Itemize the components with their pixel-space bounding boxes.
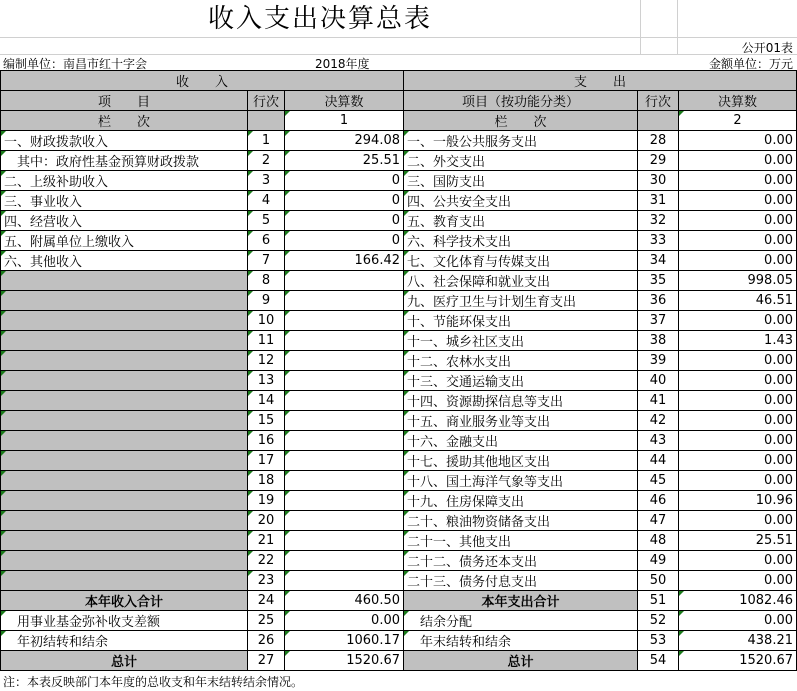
header-row-column-index bbox=[1, 111, 797, 131]
table-row bbox=[1, 191, 797, 211]
expense-item-cell[interactable]: 十五、商业服务业等支出 bbox=[404, 411, 638, 431]
expense-amount-cell[interactable]: 0.00 bbox=[679, 231, 797, 251]
expense-item-cell[interactable]: 十八、国土海洋气象等支出 bbox=[404, 471, 638, 491]
income-amount-cell[interactable] bbox=[285, 371, 404, 391]
expense-item-cell[interactable]: 六、科学技术支出 bbox=[404, 231, 638, 251]
form-number: 公开01表 bbox=[741, 41, 793, 55]
expense-rownum-cell[interactable]: 39 bbox=[638, 351, 679, 371]
income-rownum-header: 行次 bbox=[248, 91, 285, 111]
expense-amount-cell[interactable]: 0.00 bbox=[679, 171, 797, 191]
expense-rownum-cell[interactable]: 32 bbox=[638, 211, 679, 231]
income-item-cell[interactable] bbox=[1, 551, 248, 571]
income-amount-cell[interactable] bbox=[285, 531, 404, 551]
income-rownum-cell[interactable]: 18 bbox=[248, 471, 285, 491]
table-row bbox=[1, 311, 797, 331]
summary-row bbox=[1, 631, 797, 651]
expense-rownum-cell[interactable]: 48 bbox=[638, 531, 679, 551]
expense-summary-amount[interactable]: 438.21 bbox=[679, 631, 797, 651]
income-rownum-cell[interactable]: 4 bbox=[248, 191, 285, 211]
expense-summary-rownum[interactable]: 54 bbox=[638, 651, 679, 671]
grid-line bbox=[640, 0, 641, 55]
expense-amount-cell[interactable]: 0.00 bbox=[679, 131, 797, 151]
expense-amount-cell[interactable]: 10.96 bbox=[679, 491, 797, 511]
expense-amount-cell[interactable]: 0.00 bbox=[679, 151, 797, 171]
income-summary-amount[interactable]: 1520.67 bbox=[285, 651, 404, 671]
expense-item-cell[interactable]: 十二、农林水支出 bbox=[404, 351, 638, 371]
income-lanci-label: 栏 次 bbox=[1, 111, 248, 131]
income-item-cell[interactable] bbox=[1, 531, 248, 551]
expense-item-cell[interactable]: 三、国防支出 bbox=[404, 171, 638, 191]
expense-summary-amount[interactable]: 1520.67 bbox=[679, 651, 797, 671]
expense-item-cell[interactable]: 十六、金融支出 bbox=[404, 431, 638, 451]
table-row bbox=[1, 331, 797, 351]
expense-rownum-cell[interactable]: 35 bbox=[638, 271, 679, 291]
expense-amount-cell[interactable]: 0.00 bbox=[679, 551, 797, 571]
expense-summary-label[interactable]: 总计 bbox=[404, 651, 638, 671]
expense-rownum-header: 行次 bbox=[638, 91, 679, 111]
income-amount-cell[interactable] bbox=[285, 431, 404, 451]
income-item-cell[interactable]: 一、财政拨款收入 bbox=[1, 131, 248, 151]
income-item-cell[interactable] bbox=[1, 311, 248, 331]
expense-summary-amount[interactable]: 1082.46 bbox=[679, 591, 797, 611]
income-amount-cell[interactable] bbox=[285, 291, 404, 311]
income-rownum-cell[interactable]: 23 bbox=[248, 571, 285, 591]
expense-item-cell[interactable]: 十、节能环保支出 bbox=[404, 311, 638, 331]
expense-amount-cell[interactable]: 0.00 bbox=[679, 571, 797, 591]
income-amount-cell[interactable]: 294.08 bbox=[285, 131, 404, 151]
expense-rownum-cell[interactable]: 34 bbox=[638, 251, 679, 271]
expense-rownum-cell[interactable]: 38 bbox=[638, 331, 679, 351]
income-rownum-cell[interactable]: 10 bbox=[248, 311, 285, 331]
expense-amount-cell[interactable]: 0.00 bbox=[679, 471, 797, 491]
header-row-sections bbox=[1, 71, 797, 91]
table-row bbox=[1, 451, 797, 471]
income-amount-cell[interactable] bbox=[285, 571, 404, 591]
expense-rownum-cell[interactable]: 45 bbox=[638, 471, 679, 491]
expense-item-cell[interactable]: 二十、粮油物资储备支出 bbox=[404, 511, 638, 531]
income-item-cell[interactable] bbox=[1, 411, 248, 431]
income-rownum-cell[interactable]: 7 bbox=[248, 251, 285, 271]
expense-item-cell[interactable]: 四、公共安全支出 bbox=[404, 191, 638, 211]
income-summary-rownum[interactable]: 24 bbox=[248, 591, 285, 611]
expense-item-cell[interactable]: 九、医疗卫生与计划生育支出 bbox=[404, 291, 638, 311]
income-summary-label[interactable]: 总计 bbox=[1, 651, 248, 671]
header-row-columns bbox=[1, 91, 797, 111]
expense-amount-cell[interactable]: 0.00 bbox=[679, 251, 797, 271]
table-row bbox=[1, 291, 797, 311]
expense-rownum-cell[interactable]: 43 bbox=[638, 431, 679, 451]
table-row bbox=[1, 471, 797, 491]
expense-amount-cell[interactable]: 0.00 bbox=[679, 211, 797, 231]
income-amount-cell[interactable] bbox=[285, 411, 404, 431]
income-amount-cell[interactable] bbox=[285, 311, 404, 331]
income-summary-rownum[interactable]: 25 bbox=[248, 611, 285, 631]
table-row bbox=[1, 211, 797, 231]
income-item-cell[interactable] bbox=[1, 451, 248, 471]
expense-rownum-cell[interactable]: 37 bbox=[638, 311, 679, 331]
income-rownum-cell[interactable]: 16 bbox=[248, 431, 285, 451]
income-amount-cell[interactable]: 0 bbox=[285, 231, 404, 251]
income-amount-cell[interactable] bbox=[285, 551, 404, 571]
expense-item-cell[interactable]: 一、一般公共服务支出 bbox=[404, 131, 638, 151]
expense-rownum-cell[interactable]: 47 bbox=[638, 511, 679, 531]
income-summary-label[interactable]: 本年收入合计 bbox=[1, 591, 248, 611]
table-row bbox=[1, 151, 797, 171]
income-rownum-cell[interactable]: 1 bbox=[248, 131, 285, 151]
income-rownum-cell[interactable]: 20 bbox=[248, 511, 285, 531]
expense-lanci-label: 栏 次 bbox=[404, 111, 638, 131]
expense-amount-cell[interactable]: 25.51 bbox=[679, 531, 797, 551]
table-row bbox=[1, 131, 797, 151]
expense-rownum-cell[interactable]: 46 bbox=[638, 491, 679, 511]
income-rownum-cell[interactable]: 2 bbox=[248, 151, 285, 171]
income-item-cell[interactable]: 五、附属单位上缴收入 bbox=[1, 231, 248, 251]
income-rownum-cell[interactable]: 9 bbox=[248, 291, 285, 311]
expense-item-header: 项目（按功能分类） bbox=[404, 91, 638, 111]
table-row bbox=[1, 171, 797, 191]
income-amount-header: 决算数 bbox=[285, 91, 404, 111]
expense-item-cell[interactable]: 八、社会保障和就业支出 bbox=[404, 271, 638, 291]
expense-item-cell[interactable]: 十四、资源勘探信息等支出 bbox=[404, 391, 638, 411]
table-row bbox=[1, 511, 797, 531]
expense-amount-cell[interactable]: 998.05 bbox=[679, 271, 797, 291]
expense-rownum-cell[interactable]: 30 bbox=[638, 171, 679, 191]
income-amount-cell[interactable] bbox=[285, 491, 404, 511]
expense-amount-header: 决算数 bbox=[679, 91, 797, 111]
expense-item-cell[interactable]: 二十二、债务还本支出 bbox=[404, 551, 638, 571]
income-item-cell[interactable] bbox=[1, 351, 248, 371]
income-summary-amount[interactable]: 0.00 bbox=[285, 611, 404, 631]
income-rownum-cell[interactable]: 6 bbox=[248, 231, 285, 251]
income-summary-amount[interactable]: 460.50 bbox=[285, 591, 404, 611]
expense-summary-label[interactable]: 本年支出合计 bbox=[404, 591, 638, 611]
expense-section-header: 支 出 bbox=[404, 71, 797, 91]
income-item-cell[interactable] bbox=[1, 291, 248, 311]
income-amount-cell[interactable] bbox=[285, 511, 404, 531]
grid-line bbox=[677, 0, 678, 55]
income-rownum-cell[interactable]: 12 bbox=[248, 351, 285, 371]
income-rownum-cell[interactable]: 17 bbox=[248, 451, 285, 471]
expense-item-cell[interactable]: 十三、交通运输支出 bbox=[404, 371, 638, 391]
expense-amount-cell[interactable]: 1.43 bbox=[679, 331, 797, 351]
expense-amount-cell[interactable]: 0.00 bbox=[679, 391, 797, 411]
table-row bbox=[1, 231, 797, 251]
income-rownum-cell[interactable]: 5 bbox=[248, 211, 285, 231]
report-title: 收入支出决算总表 bbox=[207, 4, 432, 34]
expense-summary-rownum[interactable]: 52 bbox=[638, 611, 679, 631]
income-column-index: 1 bbox=[285, 111, 404, 131]
income-item-cell[interactable] bbox=[1, 571, 248, 591]
income-item-cell[interactable]: 其中：政府性基金预算财政拨款 bbox=[1, 151, 248, 171]
expense-amount-cell[interactable]: 0.00 bbox=[679, 451, 797, 471]
table-row bbox=[1, 271, 797, 291]
income-section-header: 收 入 bbox=[1, 71, 404, 91]
income-summary-label[interactable]: 年初结转和结余 bbox=[1, 631, 248, 651]
income-rownum-cell[interactable]: 15 bbox=[248, 411, 285, 431]
income-item-cell[interactable] bbox=[1, 491, 248, 511]
expense-amount-cell[interactable]: 0.00 bbox=[679, 511, 797, 531]
table-row bbox=[1, 571, 797, 591]
summary-row bbox=[1, 611, 797, 631]
income-item-cell[interactable] bbox=[1, 371, 248, 391]
income-amount-cell[interactable] bbox=[285, 271, 404, 291]
table-row bbox=[1, 251, 797, 271]
expense-rownum-cell[interactable]: 36 bbox=[638, 291, 679, 311]
income-lanci-empty bbox=[248, 111, 285, 131]
summary-row bbox=[1, 591, 797, 611]
income-item-cell[interactable]: 六、其他收入 bbox=[1, 251, 248, 271]
expense-rownum-cell[interactable]: 44 bbox=[638, 451, 679, 471]
expense-rownum-cell[interactable]: 42 bbox=[638, 411, 679, 431]
income-rownum-cell[interactable]: 21 bbox=[248, 531, 285, 551]
expense-amount-cell[interactable]: 0.00 bbox=[679, 311, 797, 331]
table-row bbox=[1, 531, 797, 551]
income-rownum-cell[interactable]: 3 bbox=[248, 171, 285, 191]
income-rownum-cell[interactable]: 14 bbox=[248, 391, 285, 411]
expense-amount-cell[interactable]: 46.51 bbox=[679, 291, 797, 311]
income-amount-cell[interactable]: 0 bbox=[285, 211, 404, 231]
expense-summary-rownum[interactable]: 53 bbox=[638, 631, 679, 651]
income-rownum-cell[interactable]: 22 bbox=[248, 551, 285, 571]
expense-column-index: 2 bbox=[679, 111, 797, 131]
expense-amount-cell[interactable]: 0.00 bbox=[679, 411, 797, 431]
expense-summary-amount[interactable]: 0.00 bbox=[679, 611, 797, 631]
table-row bbox=[1, 431, 797, 451]
income-amount-cell[interactable]: 166.42 bbox=[285, 251, 404, 271]
expense-rownum-cell[interactable]: 41 bbox=[638, 391, 679, 411]
expense-amount-cell[interactable]: 0.00 bbox=[679, 431, 797, 451]
income-item-cell[interactable] bbox=[1, 271, 248, 291]
income-rownum-cell[interactable]: 19 bbox=[248, 491, 285, 511]
report-year: 2018年度 bbox=[315, 57, 370, 71]
income-summary-rownum[interactable]: 26 bbox=[248, 631, 285, 651]
income-item-cell[interactable] bbox=[1, 431, 248, 451]
income-item-cell[interactable]: 三、事业收入 bbox=[1, 191, 248, 211]
income-summary-amount[interactable]: 1060.17 bbox=[285, 631, 404, 651]
reporting-unit: 编制单位：南昌市红十字会 bbox=[3, 57, 148, 71]
income-item-cell[interactable]: 四、经营收入 bbox=[1, 211, 248, 231]
income-summary-label[interactable]: 用事业基金弥补收支差额 bbox=[1, 611, 248, 631]
expense-summary-label[interactable]: 结余分配 bbox=[404, 611, 638, 631]
amount-unit: 金额单位：万元 bbox=[708, 57, 793, 71]
expense-item-cell[interactable]: 二十一、其他支出 bbox=[404, 531, 638, 551]
expense-rownum-cell[interactable]: 28 bbox=[638, 131, 679, 151]
expense-item-cell[interactable]: 二十三、债务付息支出 bbox=[404, 571, 638, 591]
income-amount-cell[interactable]: 0 bbox=[285, 171, 404, 191]
expense-rownum-cell[interactable]: 31 bbox=[638, 191, 679, 211]
income-item-cell[interactable] bbox=[1, 471, 248, 491]
income-amount-cell[interactable] bbox=[285, 331, 404, 351]
income-item-cell[interactable] bbox=[1, 391, 248, 411]
income-item-cell[interactable] bbox=[1, 511, 248, 531]
expense-item-cell[interactable]: 十七、援助其他地区支出 bbox=[404, 451, 638, 471]
income-expense-table bbox=[0, 70, 797, 671]
income-amount-cell[interactable] bbox=[285, 451, 404, 471]
expense-item-cell[interactable]: 五、教育支出 bbox=[404, 211, 638, 231]
expense-rownum-cell[interactable]: 29 bbox=[638, 151, 679, 171]
expense-rownum-cell[interactable]: 49 bbox=[638, 551, 679, 571]
table-row bbox=[1, 411, 797, 431]
expense-rownum-cell[interactable]: 33 bbox=[638, 231, 679, 251]
income-item-cell[interactable] bbox=[1, 331, 248, 351]
income-rownum-cell[interactable]: 11 bbox=[248, 331, 285, 351]
expense-item-cell[interactable]: 十九、住房保障支出 bbox=[404, 491, 638, 511]
income-item-header: 项 目 bbox=[1, 91, 248, 111]
table-row bbox=[1, 351, 797, 371]
income-amount-cell[interactable] bbox=[285, 471, 404, 491]
expense-amount-cell[interactable]: 0.00 bbox=[679, 371, 797, 391]
income-amount-cell[interactable] bbox=[285, 391, 404, 411]
income-amount-cell[interactable]: 0 bbox=[285, 191, 404, 211]
income-summary-rownum[interactable]: 27 bbox=[248, 651, 285, 671]
table-row bbox=[1, 551, 797, 571]
table-row bbox=[1, 371, 797, 391]
expense-amount-cell[interactable]: 0.00 bbox=[679, 191, 797, 211]
expense-amount-cell[interactable]: 0.00 bbox=[679, 351, 797, 371]
expense-summary-rownum[interactable]: 51 bbox=[638, 591, 679, 611]
income-amount-cell[interactable]: 25.51 bbox=[285, 151, 404, 171]
expense-item-cell[interactable]: 七、文化体育与传媒支出 bbox=[404, 251, 638, 271]
table-row bbox=[1, 391, 797, 411]
expense-lanci-empty bbox=[638, 111, 679, 131]
expense-item-cell[interactable]: 二、外交支出 bbox=[404, 151, 638, 171]
expense-rownum-cell[interactable]: 40 bbox=[638, 371, 679, 391]
footnote: 注：本表反映部门本年度的总收支和年末结转结余情况。 bbox=[3, 675, 304, 689]
summary-row bbox=[1, 651, 797, 671]
income-item-cell[interactable]: 二、上级补助收入 bbox=[1, 171, 248, 191]
expense-item-cell[interactable]: 十一、城乡社区支出 bbox=[404, 331, 638, 351]
income-rownum-cell[interactable]: 8 bbox=[248, 271, 285, 291]
income-rownum-cell[interactable]: 13 bbox=[248, 371, 285, 391]
table-row bbox=[1, 491, 797, 511]
expense-rownum-cell[interactable]: 50 bbox=[638, 571, 679, 591]
expense-summary-label[interactable]: 年末结转和结余 bbox=[404, 631, 638, 651]
income-amount-cell[interactable] bbox=[285, 351, 404, 371]
